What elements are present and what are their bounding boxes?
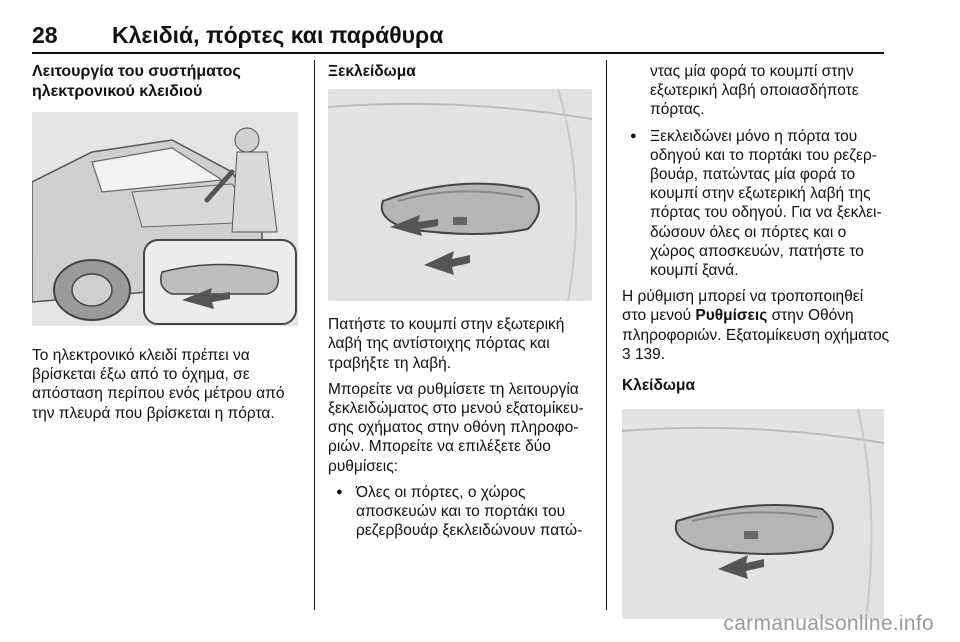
chapter-title: Κλειδιά, πόρτες και παράθυρα: [112, 22, 444, 48]
footer-watermark: carmanualsonline.info: [723, 612, 934, 635]
settings-menu-name: Ρυθμίσεις: [695, 307, 768, 325]
column-3: [622, 62, 890, 619]
column-divider-2: [606, 60, 607, 610]
section-heading: Λειτουργία του συστήματος ηλεκτρονικού κλειδιού: [32, 63, 241, 100]
option-all-doors: ● Όλες οι πόρτες, ο χώρος αποσκευών και το πορτάκι του ρεζερβουάρ ξεκλειδώνουν πατώ-: [328, 483, 596, 541]
settings-text-middle: στην Οθόνη πληροφοριών. Εξατομίκευση οχήματος: [622, 307, 890, 344]
settings-text-start: Η ρύθμιση μπορεί να τροποποιηθεί στο μενού: [622, 288, 864, 325]
keyless-range-text: Το ηλεκτρονικό κλειδί πρέπει να βρίσκεται έξω από το όχημα, σε απόσταση περίπου ενός μέτρου από την πλευρά που βρίσκεται η πόρτα.: [32, 347, 285, 422]
unlock-heading: Ξεκλείδωμα: [328, 63, 416, 80]
unlock-options-list: [328, 483, 596, 541]
page-reference-icon: 3: [622, 345, 631, 363]
page-reference: 139.: [634, 345, 666, 363]
unlock-handle-svg: [328, 89, 592, 301]
lock-handle-svg: [622, 409, 884, 619]
unlock-settings-text: Μπορείτε να ρυθμίσετε τη λειτουργία ξεκλειδώματος στο μενού εξατομίκευ-σης οχήματος στην οθόνη πληροφο-ριών. Μπορείτε να επιλέξετε δύο ρυθμίσεις:: [328, 380, 584, 475]
column-1: [32, 62, 300, 430]
option-driver-door: ● Ξεκλειδώνει μόνο η πόρτα του οδηγού και το πορτάκι του ρεζερ-βουάρ, πατώντας μία φορά το κουμπί στην εξωτερική λαβή της πόρτας του οδηγού. Για να ξεκλει-δώσουν όλες οι πόρτες και ο χώρος αποσκευών, πατήστε το κουμπί ξανά.: [622, 127, 890, 281]
settings-menu-text: [622, 287, 890, 364]
car-keyless-illustration: [32, 112, 298, 326]
unlock-instruction: Πατήστε το κουμπί στην εξωτερική λαβή της αντίστοιχης πόρτας και τραβήξτε τη λαβή.: [328, 316, 565, 372]
lock-heading: Κλείδωμα: [622, 377, 695, 395]
page-number: 28: [32, 22, 58, 48]
option-all-doors-continued: ντας μία φορά το κουμπί στην εξωτερική λαβή οποιασδήποτε πόρτας.: [650, 63, 859, 119]
unlock-options-list-continued: [622, 127, 890, 281]
unlock-handle-illustration: [328, 89, 592, 301]
header-rule: [32, 52, 884, 54]
lock-handle-illustration: [622, 409, 884, 619]
car-illustration-svg: [32, 112, 298, 326]
column-2: [328, 62, 596, 547]
column-divider-1: [314, 60, 315, 610]
